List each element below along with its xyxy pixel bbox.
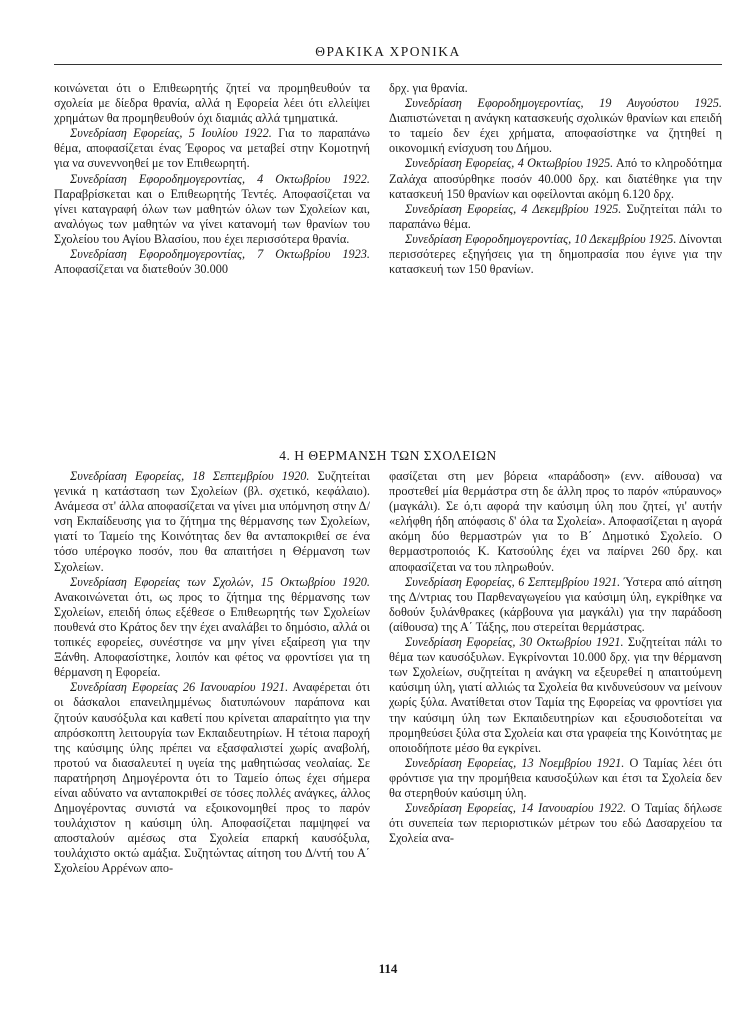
column-top-left — [54, 81, 370, 277]
page-number: 114 — [378, 961, 398, 976]
paragraph: Συνεδρίαση Εφορείας, 4 Δεκεμβρίου 1925. Συζητείται πάλι το παραπάνω θέμα. — [389, 201, 723, 231]
session-date: Συνεδρίαση Εφορείας, 5 Ιουλίου 1922. — [70, 126, 272, 141]
paragraph: Συνεδρίαση Εφορείας των Σχολών, 15 Οκτωβρίου 1920. Ανακοινώνεται ότι, ως προς το ζήτημα της θέρμανσης των Σχολείων, επειδή όπως εξέθεσε ο Επιθεωρητής των Σχολείων πουθενά στο Κράτος δεν την έχει αναλάβει το δημόσιο, αλλά οι τοπικές εφορείες, συνέστησε να μην γίνει εξαίρεση για την Ξάνθη. Αποφασίστηκε, λοιπόν και φέτος να φροντίσει για τη θέρμανση η Εφορεία. — [54, 574, 370, 680]
paragraph: Συνεδρίαση Εφορείας, 14 Ιανουαρίου 1922. Ο Ταμίας δήλωσε ότι συνεπεία των περιοριστικών μέτρων του εδώ Δασαρχείου τα Σχολεία ανα- — [389, 801, 723, 846]
paragraph: Συνεδρίαση Εφορείας, 4 Οκτωβρίου 1925. Από το κληροδότημα Ζαλάχα αποσύρθηκε ποσόν 40.000 δρχ. και διατέθηκε για την κατασκευή 150 θρανίων και οφείλονται ακόμη 6.120 δρχ. — [389, 156, 722, 201]
session-date: Συνεδρίαση Εφορείας, 6 Σεπτεμβρίου 1921. — [405, 574, 621, 589]
session-date: Συνεδρίαση Εφορείας των Σχολών, 15 Οκτωβρίου 1920. — [70, 574, 370, 589]
session-date: Συνεδρίαση Εφορείας, 4 Δεκεμβρίου 1925. — [405, 201, 622, 216]
column-bottom-left — [54, 469, 370, 877]
paragraph: Συνεδρίαση Εφοροδημογεροντίας, 7 Οκτωβρίου 1923. Αποφασίζεται να διατεθούν 30.000 — [54, 247, 370, 277]
paragraph: Συνεδρίαση Εφορείας, 18 Σεπτεμβρίου 1920. Συζητείται γενικά η κατάσταση των Σχολείων (βλ. σχετικό, κεφάλαιο). Ανάμεσα στ' άλλα αποφασίζεται να γίνει μια υπόμνηση στην Δ/νση Εκπαίδευσης για το ζήτημα της θέρμανσης των Σχολείων, γιατί το Ταμείο της Κοινότητας δεν θα ανταποκριθεί σε ένα τόσο υπέρογκο ποσόν, που θα απαιτήσει η Θέρμανση των Σχολείων. — [54, 469, 370, 574]
session-date: Συνεδρίαση Εφορείας 26 Ιανουαρίου 1921. — [70, 680, 289, 695]
section-heading: 4. Η ΘΕΡΜΑΝΣΗ ΤΩΝ ΣΧΟΛΕΙΩΝ — [279, 448, 497, 463]
session-date: Συνεδρίαση Εφοροδημογεροντίας, 19 Αυγούστου 1925. — [405, 96, 722, 111]
session-date: Συνεδρίαση Εφορείας, 30 Οκτωβρίου 1921. — [405, 635, 624, 650]
session-date: Συνεδρίαση Εφοροδημογεροντίας, 7 Οκτωβρίου 1923. — [70, 247, 370, 262]
paragraph: Συνεδρίαση Εφοροδημογεροντίας, 19 Αυγούστου 1925. Διαπιστώνεται η ανάγκη κατασκευής σχολικών θρανίων και επειδή το ταμείο δεν έχει χρήματα, αποφασίστηκε να ζητηθεί η οικονομική ενίσχυση του Δήμου. — [389, 96, 722, 156]
paragraph: Συνεδρίαση Εφορείας 26 Ιανουαρίου 1921. Αναφέρεται ότι οι δάσκαλοι επανειλημμένως διατυπώνουν παράπονα και ζητούν καυσόξυλα και καθετί που κρίνεται απαραίτητο για την απρόσκοπτη λειτουργία των Εκπαιδευτηρίων. Η τέτοια παροχή της καύσιμης ύλης πρέπει να εξασφαλιστεί χωρίς αναβολή, προτού να διασαλευτεί η υγεία της μαθητιώσας νεολαίας. Σε παρατήρηση Δημογέροντα ότι το Ταμείο όπως έχει σήμερα είναι αδύνατο να ανταποκριθεί σε τόσες πολλές ανάγκες, άλλος Δημογέροντας συνιστά να εξοικονομηθεί προς το παρόν τουλάχιστον η καύσιμη ύλη. Αποφασίζεται παμψηφεί να αποσταλούν αμέσως στα Σχολεία επαρκή καυσόξυλα, τουλάχιστο οκτώ αμάξια. Συζητώντας αίτηση του Δ/ντή του Α΄ Σχολείου Αρρένων απο- — [54, 680, 370, 876]
session-date: Συνεδρίαση Εφοροδημογεροντίας, 10 Δεκεμβρίου 1925. — [405, 231, 677, 246]
running-head: ΘΡΑΚΙΚΑ ΧΡΟΝΙΚΑ — [315, 44, 461, 59]
paragraph: Συνεδρίαση Εφορείας, 6 Σεπτεμβρίου 1921. Ύστερα από αίτηση της Δ/ντριας του Παρθεναγωγείου για καύσιμη ύλη, εγκρίθηκε να δοθούν ξυλάνθρακες (κάρβουνα για μαγκάλι) για την παράδοση (αίθουσα) της Α΄ Τάξης, που στερείται θερμάστρας. — [389, 574, 722, 634]
paragraph: κοινώνεται ότι ο Επιθεωρητής ζητεί να προμηθευθούν τα σχολεία με δίεδρα θρανία, αλλά η Εφορεία λέει ότι ελλείψει χρημάτων θα προμηθευθούν όχι διαμιάς αλλά τμηματικά. — [54, 81, 370, 126]
paragraph: Συνεδρίαση Εφοροδημογεροντίας, 4 Οκτωβρίου 1922. Παραβρίσκεται και ο Επιθεωρητής Τεντές. Αποφασίζεται να γίνει καταγραφή όλων των μαθητών όλων των Σχολείων και, αναλόγως των μαθητών να γίνει κατανομή των θρανίων του Σχολείου του Αγίου Βλασίου, που έχει περισσότερα θρανία. — [54, 171, 370, 246]
session-date: Συνεδρίαση Εφορείας, 13 Νοεμβρίου 1921. — [405, 755, 625, 770]
paragraph: Συνεδρίαση Εφορείας, 30 Οκτωβρίου 1921. Συζητείται πάλι το θέμα των καυσόξυλων. Εγκρίνονται 10.000 δρχ. για την θέρμανση των Σχολείων, συζητείται η ανάγκη να εξευρεθεί η απαιτούμενη καύσιμη ύλη, γιατί αλλιώς τα Σχολεία θα κινδυνεύσουν να μείνουν χωρίς ξύλα. Ανατίθεται στον Ταμία της Εφορείας να φροντίσει για την καύσιμη ύλη των Εκπαιδευτηρίων και εξουσιοδοτείται να προμηθεύσει ξύλα στα Σχολεία και στα γραφεία της Κοινότητας με οποιοδήποτε μέσο θα εγκρίνει. — [389, 635, 723, 755]
paragraph: φασίζεται στη μεν βόρεια «παράδοση» (ενν. αίθουσα) να προστεθεί μία θερμάστρα στη δε άλλη προς το παρόν «πύραυνος» (μαγκάλι). Σε ό,τι αφορά την καύσιμη ύλη που ζητεί, γι' αυτήν «ελήφθη ήδη απόφασις δ' όλα τα Σχολεία». Αποφασίζεται η αγορά ακόμη δύο θερμαστρών για το Β΄ Δημοτικό Σχολείο. Ο θερμαστροποιός Κ. Κατσούλης έχει να παίρνει 260 δρχ. και αποφασίζεται να του πληρωθούν. — [389, 469, 722, 574]
session-date: Συνεδρίαση Εφορείας, 14 Ιανουαρίου 1922. — [405, 801, 627, 816]
paragraph: Συνεδρίαση Εφορείας, 5 Ιουλίου 1922. Για το παραπάνω θέμα, αποφασίζεται ένας Έφορος να μεταβεί στην Κομοτηνή για να συνεννοηθεί με τον Επιθεωρητή. — [54, 126, 370, 171]
session-date: Συνεδρίαση Εφοροδημογεροντίας, 4 Οκτωβρίου 1922. — [70, 171, 370, 186]
header-rule — [54, 64, 722, 65]
paragraph: Συνεδρίαση Εφορείας, 13 Νοεμβρίου 1921. Ο Ταμίας λέει ότι φρόντισε για την προμήθεια καυσοξύλων και έτσι τα Σχολεία δεν θα στερηθούν καύσιμη ύλη. — [389, 755, 722, 800]
session-date: Συνεδρίαση Εφορείας, 18 Σεπτεμβρίου 1920. — [70, 469, 310, 483]
column-bottom-right — [389, 469, 722, 846]
column-top-right — [389, 81, 722, 277]
paragraph: δρχ. για θρανία. — [389, 81, 468, 95]
paragraph: Συνεδρίαση Εφοροδημογεροντίας, 10 Δεκεμβρίου 1925. Δίνονται περισσότερες εξηγήσεις για τη δημοπρασία που έγινε για την κατασκευή των 150 θρανίων. — [389, 231, 722, 277]
session-date: Συνεδρίαση Εφορείας, 4 Οκτωβρίου 1925. — [405, 156, 614, 171]
